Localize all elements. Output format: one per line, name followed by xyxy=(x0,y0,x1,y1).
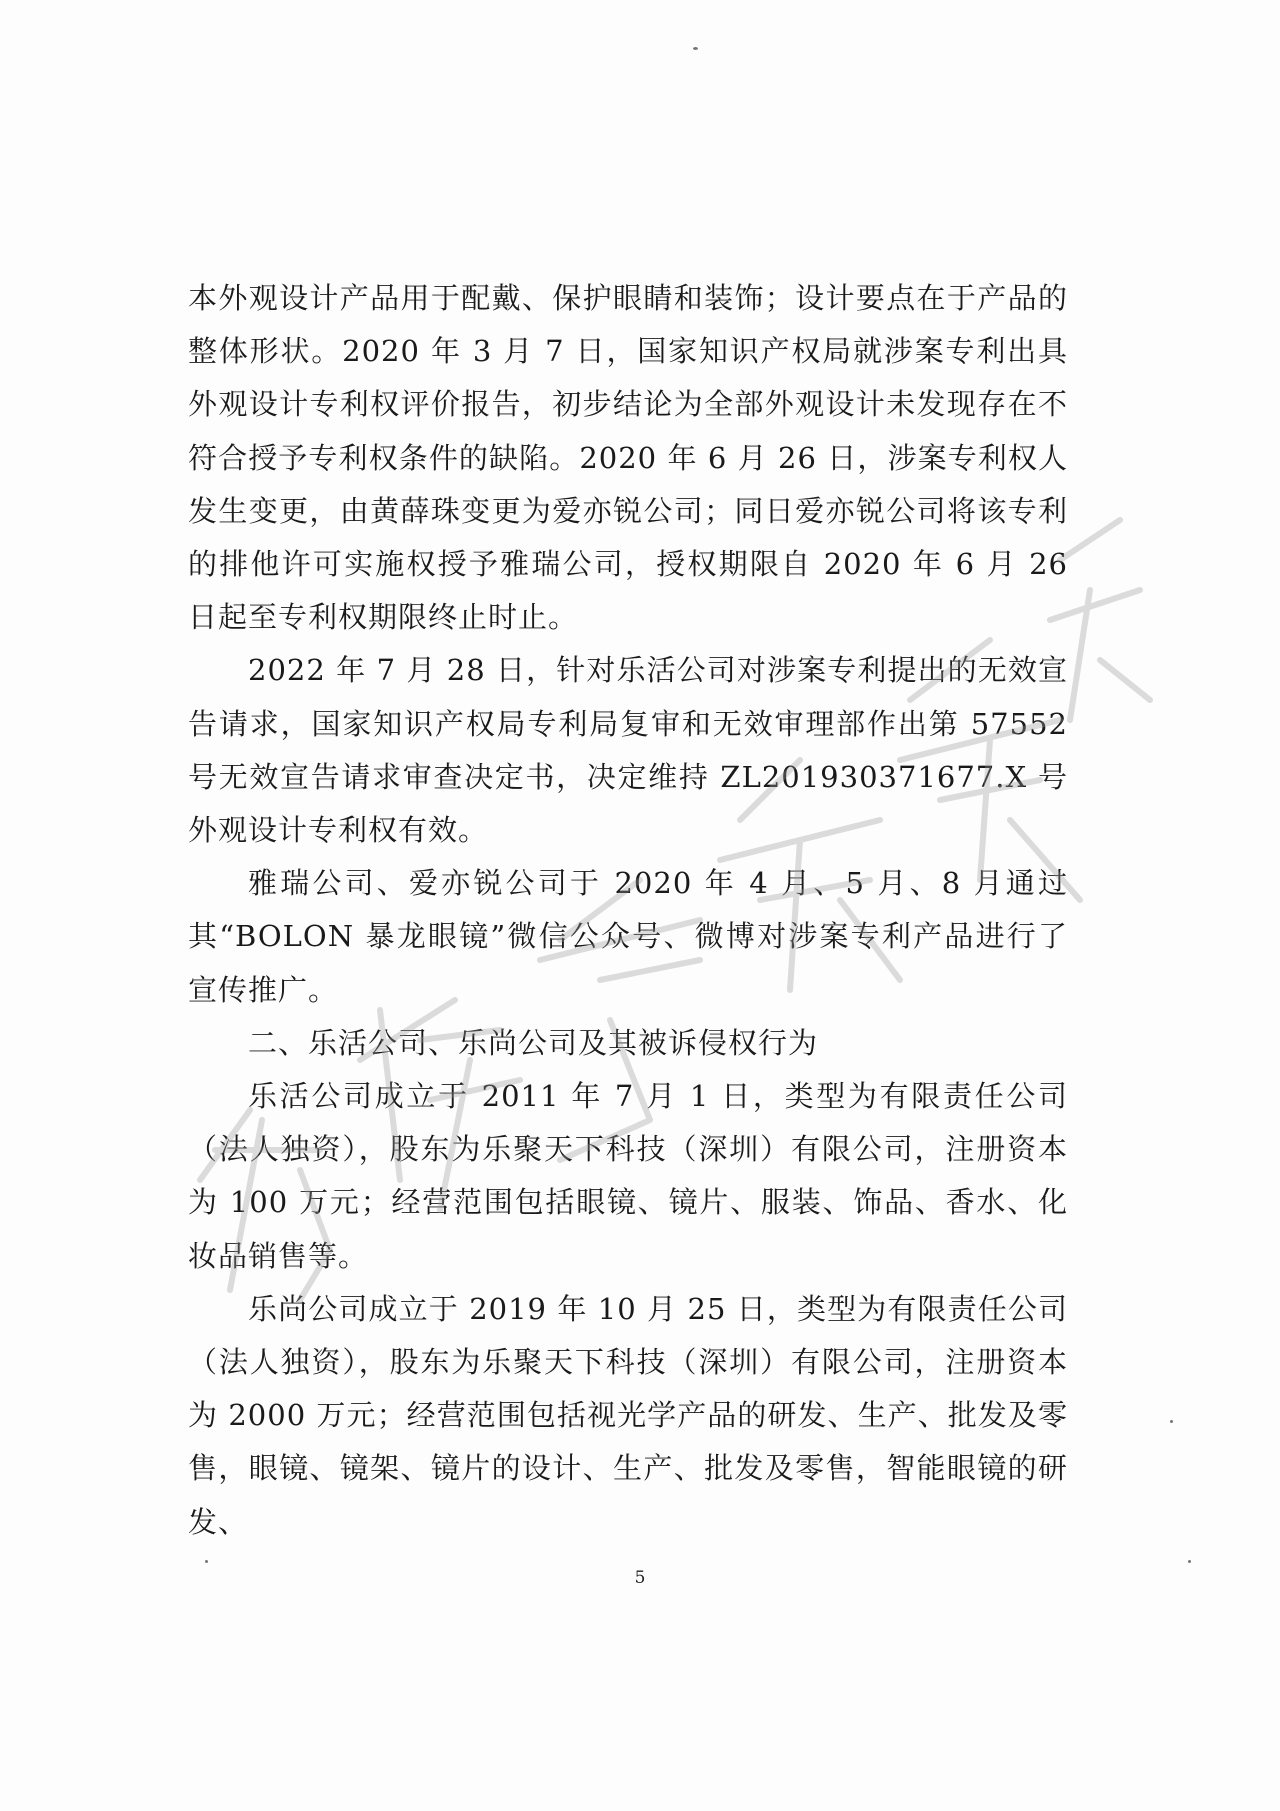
paragraph-promotion: 雅瑞公司、爱亦锐公司于 2020 年 4 月、5 月、8 月通过其“BOLON 暴龙眼镜”微信公众号、微博对涉案专利产品进行了宣传推广。 xyxy=(188,866,1068,1007)
scan-speck xyxy=(1188,1560,1191,1563)
scan-speck xyxy=(693,47,698,50)
paragraph-patent-design-summary: 本外观设计产品用于配戴、保护眼睛和装饰；设计要点在于产品的整体形状。2020 年 3 月 7 日，国家知识产权局就涉案专利出具外观设计专利权评价报告，初步结论为全部外观设计未发现存在不符合授予专利权条件的缺陷。2020 年 6 月 26 日，涉案专利权人发生变更，由黄薛珠变更为爱亦锐公司；同日爱亦锐公司将该专利的排他许可实施权授予雅瑞公司，授权期限自 2020 年 6 月 26 日起至专利权期限终止时止。 xyxy=(188,281,1068,635)
page-number: 5 xyxy=(634,1568,646,1588)
scan-speck xyxy=(1170,1420,1173,1423)
document-body xyxy=(188,272,1068,1549)
paragraph-leshang-company: 乐尚公司成立于 2019 年 10 月 25 日，类型为有限责任公司（法人独资），股东为乐聚天下科技（深圳）有限公司，注册资本为 2000 万元；经营范围包括视光学产品的研发、生产、批发及零售，眼镜、镜架、镜片的设计、生产、批发及零售，智能眼镜的研发、 xyxy=(188,1291,1068,1539)
section-heading: 二、乐活公司、乐尚公司及其被诉侵权行为 xyxy=(248,1025,819,1060)
paragraph-lehuo-company: 乐活公司成立于 2011 年 7 月 1 日，类型为有限责任公司（法人独资），股东为乐聚天下科技（深圳）有限公司，注册资本为 100 万元；经营范围包括眼镜、镜片、服装、饰品、香水、化妆品销售等。 xyxy=(188,1079,1068,1273)
scan-speck xyxy=(205,1560,208,1563)
paragraph-invalidation-decision: 2022 年 7 月 28 日，针对乐活公司对涉案专利提出的无效宣告请求，国家知识产权局专利局复审和无效审理部作出第 57552 号无效宣告请求审查决定书，决定维持 ZL201930371677.X 号外观设计专利权有效。 xyxy=(188,653,1068,848)
